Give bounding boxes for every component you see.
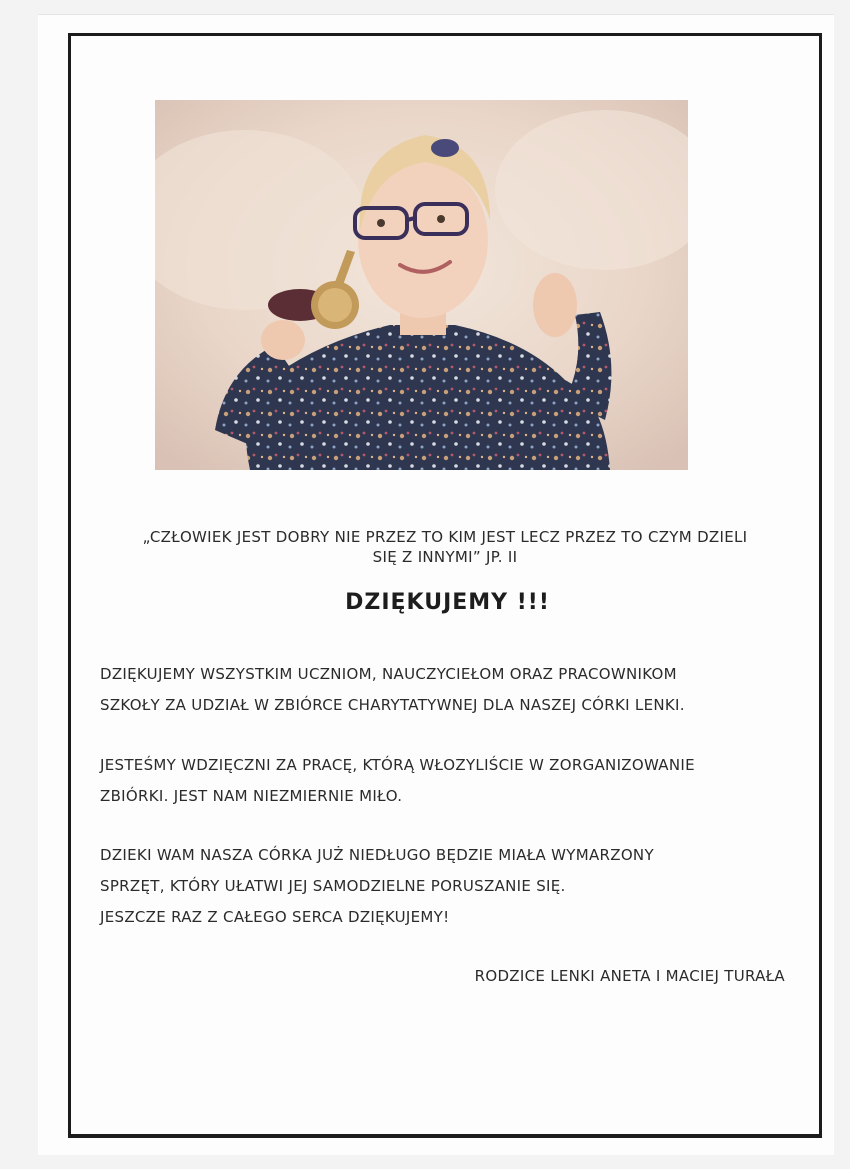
signature: RODZICE LENKI ANETA I MACIEJ TURAŁA <box>474 967 785 985</box>
paragraph-line: ZBIÓRKI. JEST NAM NIEZMIERNIE MIŁO. <box>100 787 403 805</box>
thank-you-heading: DZIĘKUJEMY !!! <box>345 590 550 615</box>
paragraph-line: SZKOŁY ZA UDZIAŁ W ZBIÓRCE CHARYTATYWNEJ DLA NASZEJ CÓRKI LENKI. <box>100 696 685 714</box>
paragraph-line: DZIĘKUJEMY WSZYSTKIM UCZNIOM, NAUCZYCIEŁOM ORAZ PRACOWNIKOM <box>100 665 677 683</box>
photo-girl-with-medal <box>155 100 688 470</box>
quote-line-2: SIĘ Z INNYMI” JP. II <box>372 548 518 566</box>
paragraph-line: JESTEŚMY WDZIĘCZNI ZA PRACĘ, KTÓRĄ WŁOZYLIŚCIE W ZORGANIZOWANIE <box>100 756 695 774</box>
paragraph-1 <box>100 659 800 721</box>
paragraph-line: SPRZĘT, KTÓRY UŁATWI JEJ SAMODZIELNE PORUSZANIE SIĘ. <box>100 877 566 895</box>
paragraph-line: JESZCZE RAZ Z CAŁEGO SERCA DZIĘKUJEMY! <box>100 908 450 926</box>
paragraph-2 <box>100 750 800 812</box>
quote-line-1: „CZŁOWIEK JEST DOBRY NIE PRZEZ TO KIM JEST LECZ PRZEZ TO CZYM DZIELI <box>142 528 748 546</box>
quote <box>100 527 790 567</box>
paragraph-3 <box>100 840 800 933</box>
paragraph-line: DZIEKI WAM NASZA CÓRKA JUŻ NIEDŁUGO BĘDZIE MIAŁA WYMARZONY <box>100 846 654 864</box>
